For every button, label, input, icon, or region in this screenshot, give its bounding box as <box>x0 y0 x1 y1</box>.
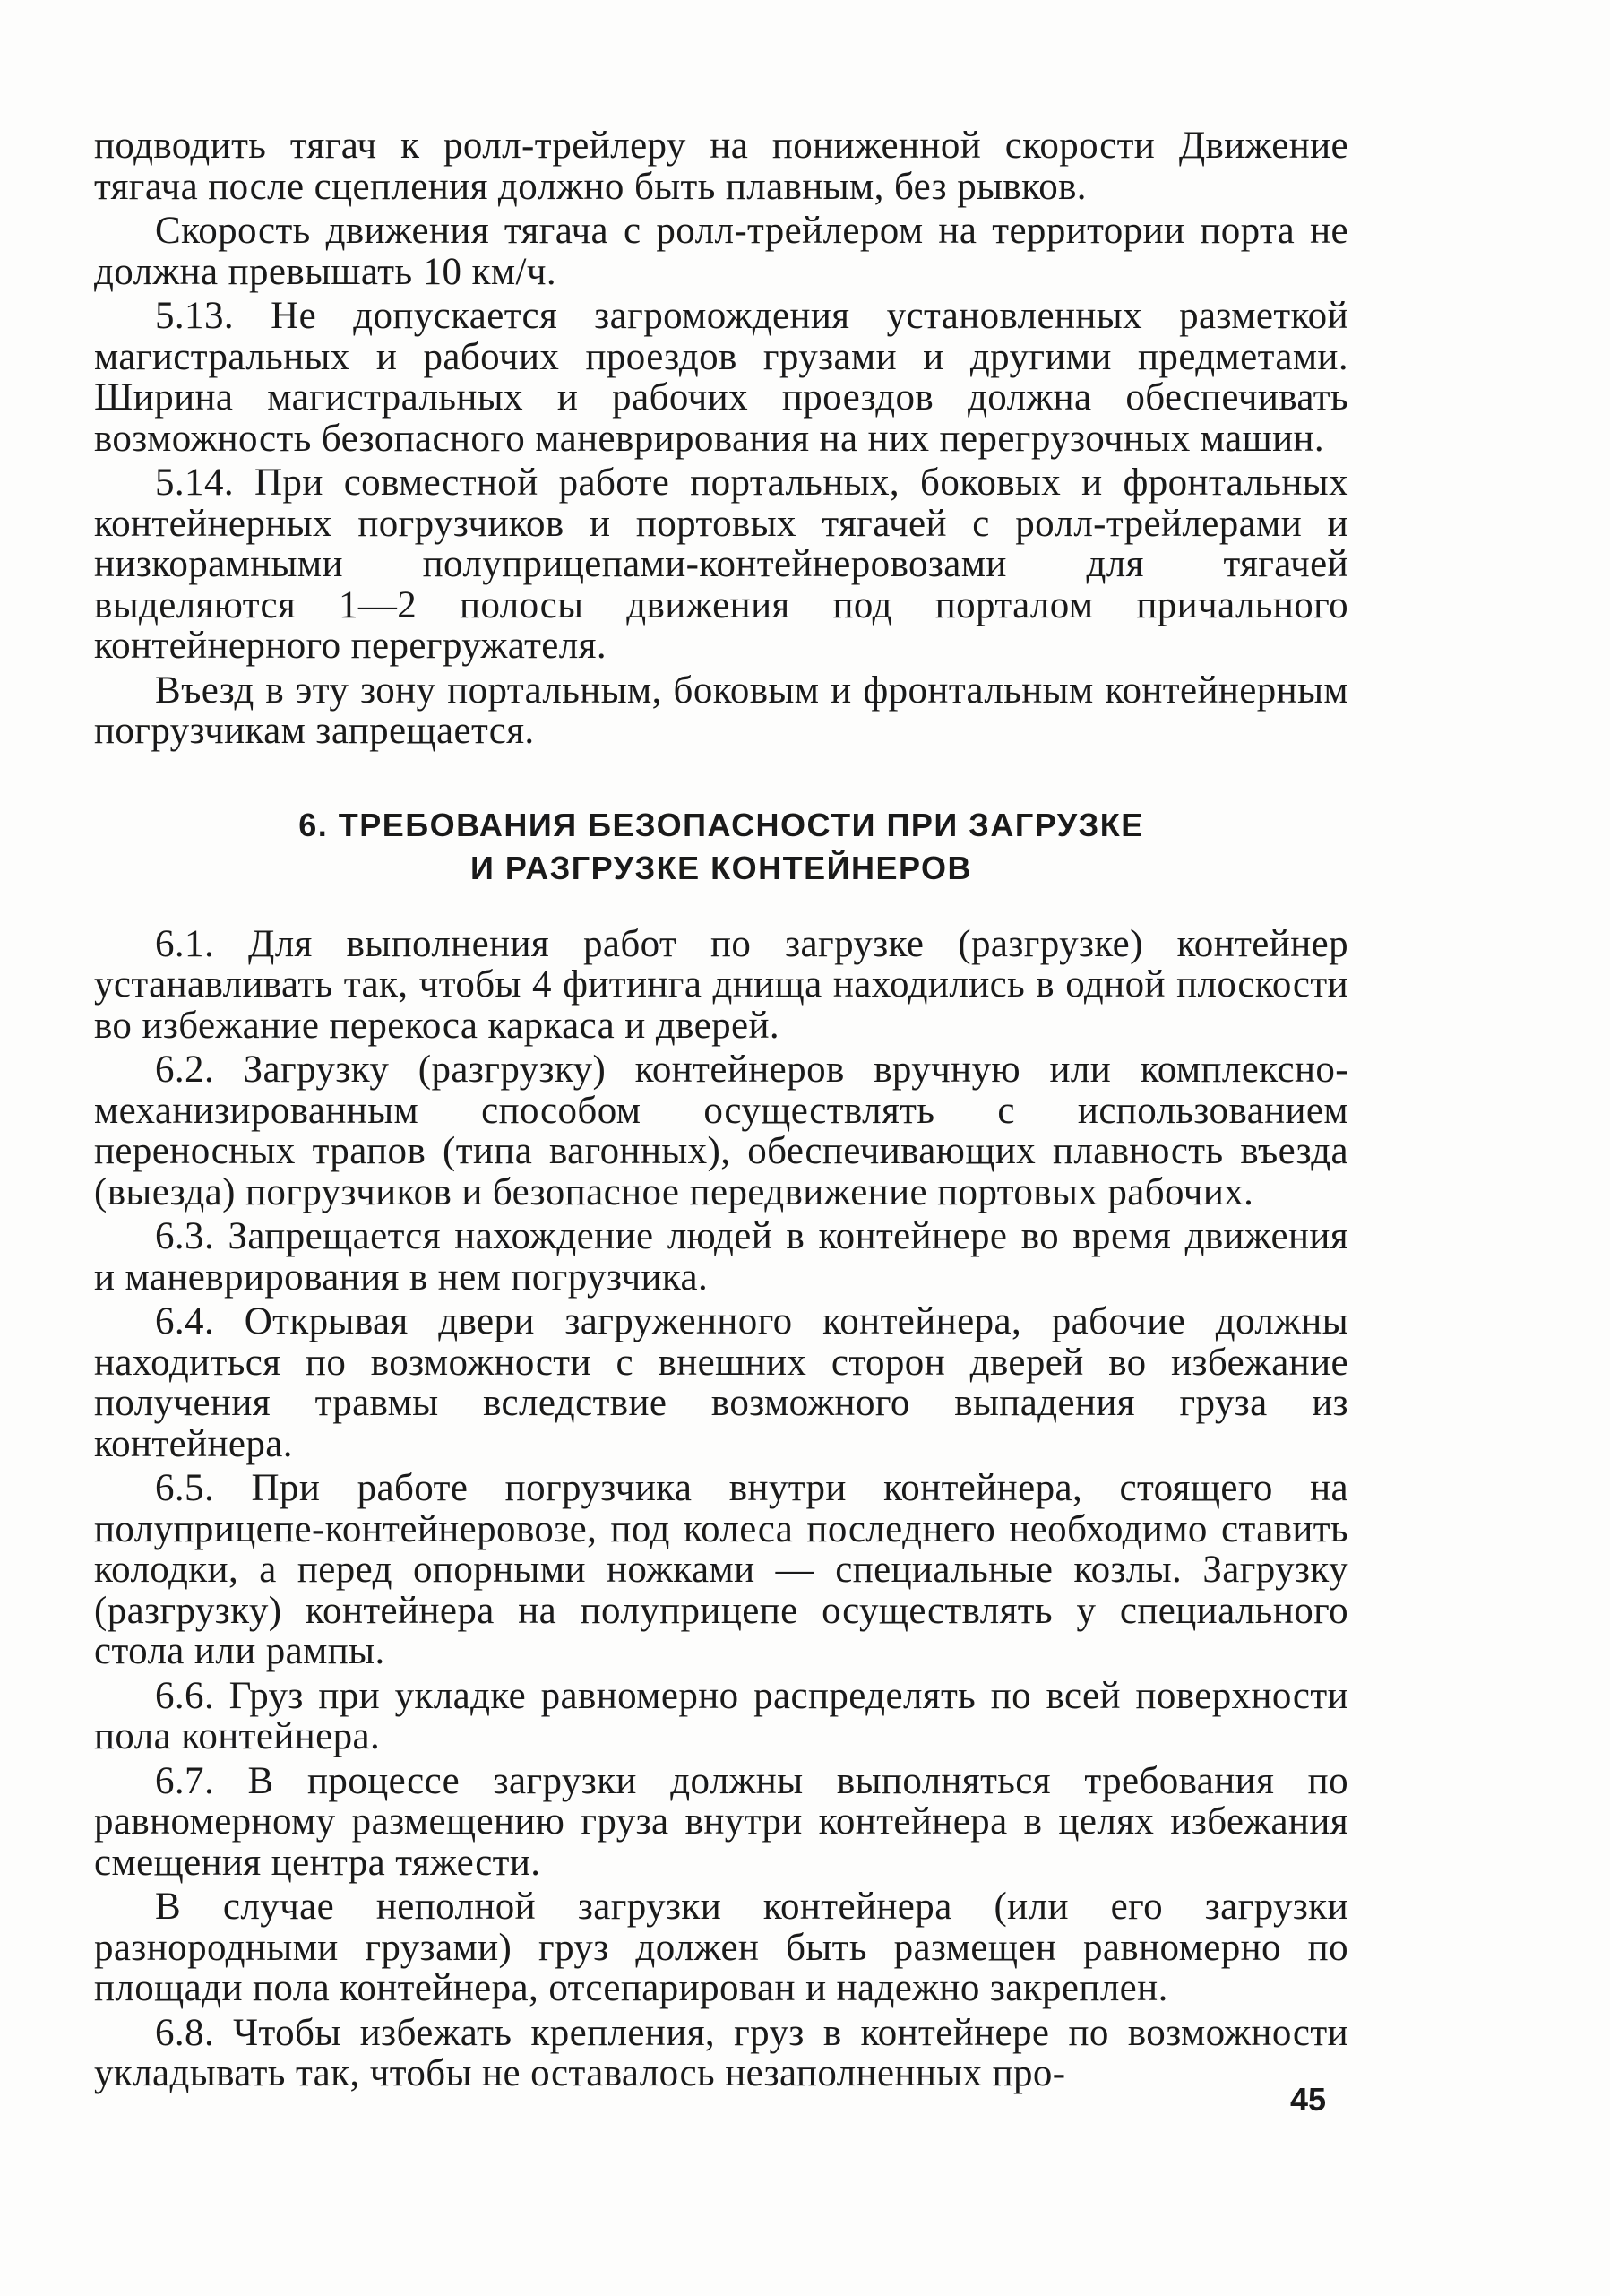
section-heading-line-2: И РАЗГРУЗКЕ КОНТЕЙНЕРОВ <box>469 849 973 886</box>
paragraph: 6.3. Запрещается нахождение людей в контейнере во время движения и маневрирования в нем погрузчика. <box>94 1215 1348 1299</box>
paragraph: подводить тягач к ролл-трейлеру на пониженной скорости Движение тягача после сцепления должно быть плавным, без рывков. <box>94 125 1348 208</box>
section-heading <box>94 804 1348 890</box>
paragraph: 6.1. Для выполнения работ по загрузке (разгрузке) контейнер устанавливать так, чтобы 4 фитинга днища находились в одной плоскости во избежание перекоса каркаса и дверей. <box>94 922 1348 1047</box>
paragraph: 6.4. Открывая двери загруженного контейнера, рабочие должны находиться по возможности с внешних сторон дверей во избежание получения травмы вследствие возможного выпадения груза из контейнера. <box>94 1300 1348 1465</box>
paragraph: 6.6. Груз при укладке равномерно распределять по всей поверхности пола контейнера. <box>94 1674 1348 1757</box>
section-heading-line-1: 6. ТРЕБОВАНИЯ БЕЗОПАСНОСТИ ПРИ ЗАГРУЗКЕ <box>298 806 1144 843</box>
paragraph: 6.2. Загрузку (разгрузку) контейнеров вручную или комплексно-механизированным способом осуществлять с использованием переносных трапов (типа вагонных), обеспечивающих плавность въезда (выезда) погрузчиков и безопасное передвижение портовых рабочих. <box>94 1049 1348 1213</box>
paragraph: 6.8. Чтобы избежать крепления, груз в контейнере по возможности укладывать так, чтобы не оставалось незаполненных про- <box>94 2011 1348 2094</box>
page-number: 45 <box>1290 2081 1327 2118</box>
paragraph: 6.5. При работе погрузчика внутри контейнера, стоящего на полуприцепе-контейнеровозе, под колеса последнего необходимо ставить колодки, а перед опорными ножками — специальные козлы. Загрузку (разгрузку) контейнера на полуприцепе осуществлять у специального стола или рампы. <box>94 1467 1348 1672</box>
paragraph: В случае неполной загрузки контейнера (или его загрузки разнородными грузами) груз должен быть размещен равномерно по площади пола контейнера, отсепарирован и надежно закреплен. <box>94 1886 1348 2009</box>
paragraph: Скорость движения тягача с ролл-трейлером на территории порта не должна превышать 10 км/ч. <box>94 210 1348 293</box>
paragraph: 5.14. При совместной работе портальных, боковых и фронтальных контейнерных погрузчиков и портовых тягачей с ролл-трейлерами и низкорамными полуприцепами-контейнеровозами для тягачей выделяются 1—2 полосы движения под порталом причального контейнерного перегружателя. <box>94 462 1348 667</box>
paragraph: Въезд в эту зону портальным, боковым и фронтальным контейнерным погрузчикам запрещается. <box>94 669 1348 752</box>
paragraph: 5.13. Не допускается загромождения установленных разметкой магистральных и рабочих проездов грузами и другими предметами. Ширина магистральных и рабочих проездов должна обеспечивать возможность безопасного маневрирования на них перегрузочных машин. <box>94 295 1348 460</box>
paragraph: 6.7. В процессе загрузки должны выполняться требования по равномерному размещению груза внутри контейнера в целях избежания смещения центра тяжести. <box>94 1759 1348 1884</box>
body-text <box>94 125 1348 2098</box>
